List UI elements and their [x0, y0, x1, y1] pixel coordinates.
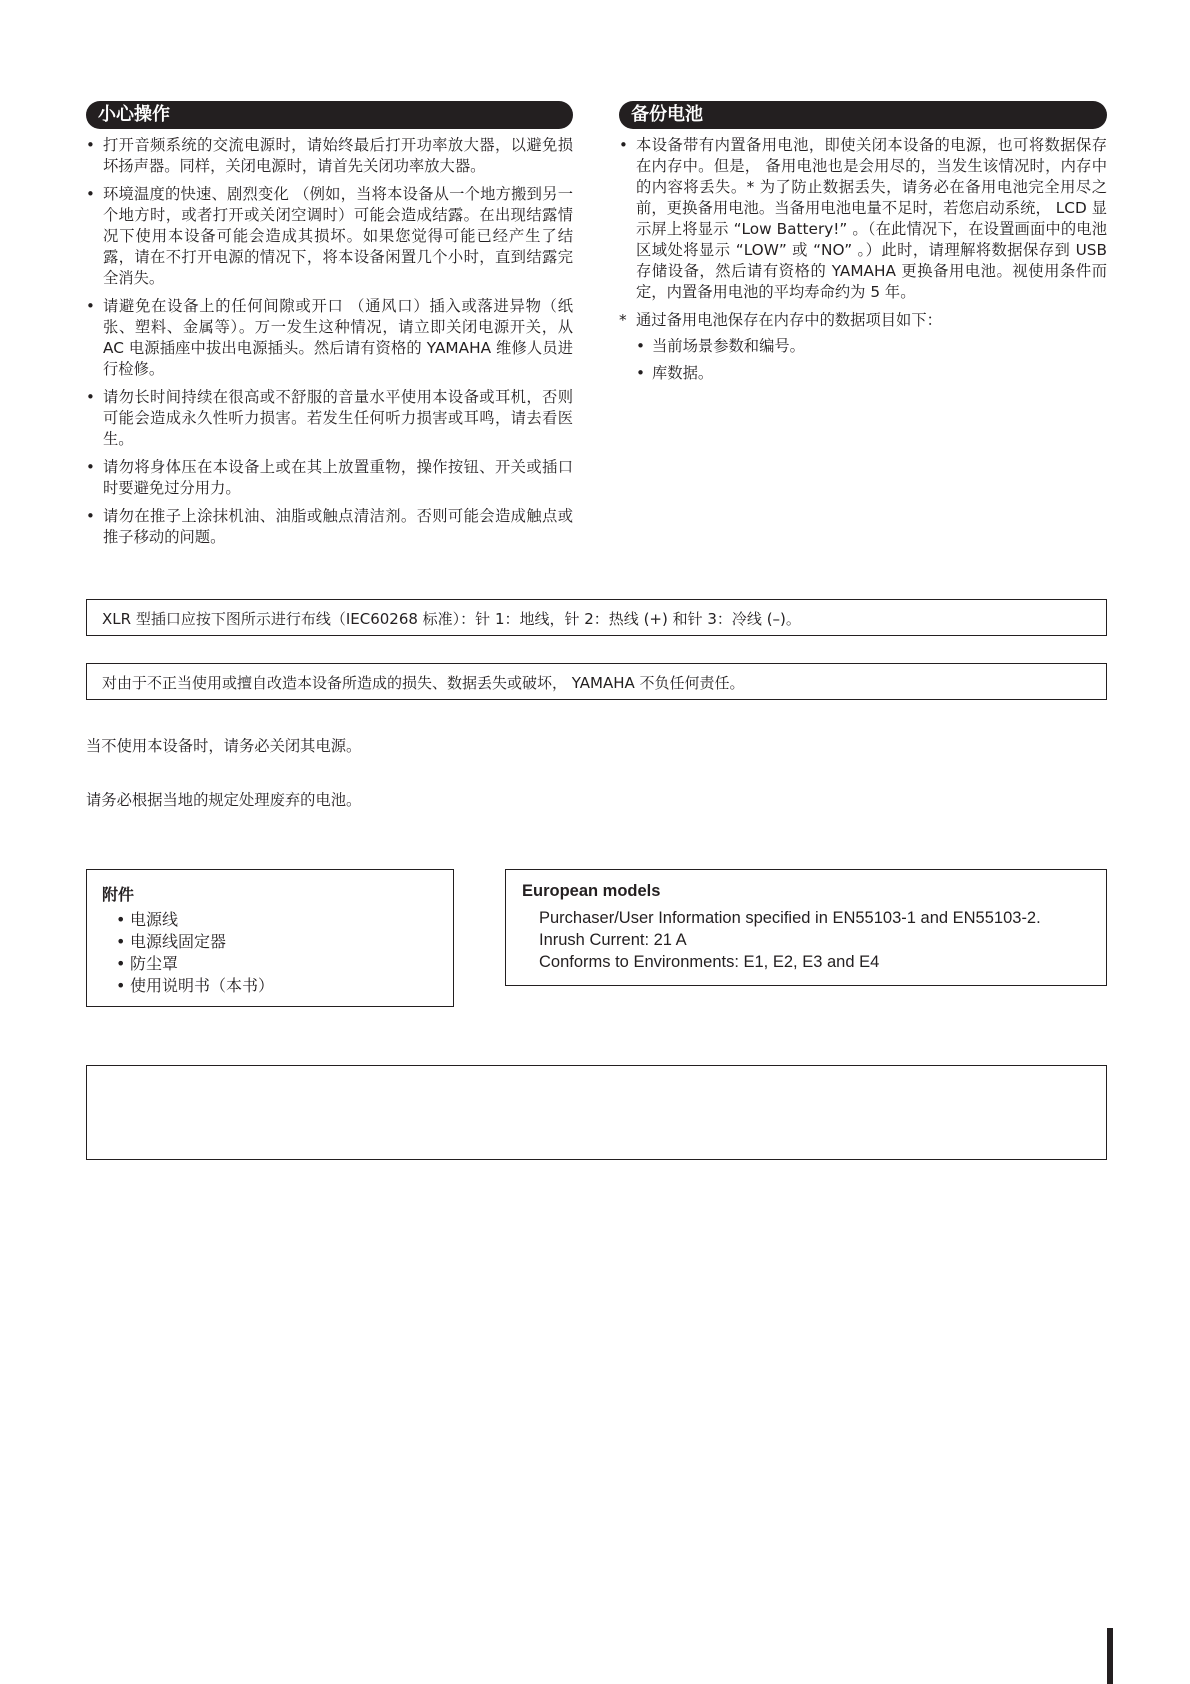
- note-text: 通过备用电池保存在内存中的数据项目如下：: [636, 311, 942, 329]
- battery-disposal-note: 请务必根据当地的规定处理废弃的电池。: [86, 791, 362, 809]
- list-item: • 打开音频系统的交流电源时，请始终最后打开功率放大器，以避免损坏扬声器。同样，关闭电源时，请首先关闭功率放大器。: [86, 135, 573, 177]
- european-models-box: [505, 869, 1107, 986]
- list-item: • 本设备带有内置备用电池，即使关闭本设备的电源，也可将数据保存在内存中。但是， 备用电池也是会用尽的，当发生该情况时，内存中的内容将丢失。* 为了防止数据丢失，请务必在备用电池完全用尽之前，更换备用电池。当备用电池电量不足时，若您启动系统， LCD 显示屏上将显示 “Low Battery!” 。（在此情况下，在设置画面中的电池区域处将显示 “LOW” 或 “NO” 。）此时，请理解将数据保存到 USB 存储设备，然后请有资格的 YAMAHA 更换备用电池。视使用条件而定，内置备用电池的平均寿命约为 5 年。: [619, 135, 1107, 303]
- page-edge-marker: [1107, 1628, 1113, 1684]
- power-off-note: 当不使用本设备时，请务必关闭其电源。: [86, 737, 362, 755]
- xlr-wiring-note: XLR 型插口应按下图所示进行布线（IEC60268 标准）：针 1：地线，针 2：热线 (+) 和针 3：冷线 (–)。: [86, 599, 1107, 636]
- accessories-box: [86, 869, 454, 1007]
- list-item: • 电源线: [116, 909, 453, 931]
- backup-battery-section: [619, 101, 1107, 390]
- accessories-list: [116, 909, 453, 997]
- european-models-title: European models: [522, 882, 661, 900]
- backup-battery-heading: 备份电池: [619, 101, 1107, 129]
- list-item: • 请勿长时间持续在很高或不舒服的音量水平使用本设备或耳机，否则可能会造成永久性听力损害。若发生任何听力损害或耳鸣，请去看医生。: [86, 387, 573, 450]
- list-item: • 请勿将身体压在本设备上或在其上放置重物，操作按钮、开关或插口时要避免过分用力。: [86, 457, 573, 499]
- list-item: • 电源线固定器: [116, 931, 453, 953]
- backup-battery-list: [619, 135, 1107, 303]
- list-item: • 请避免在设备上的任何间隙或开口 （通风口）插入或落进异物（纸张、塑料、金属等）。万一发生这种情况，请立即关闭电源开关，从 AC 电源插座中拔出电源插头。然后请有资格的 YAMAHA 维修人员进行检修。: [86, 296, 573, 380]
- asterisk-mark: *: [619, 311, 627, 329]
- list-item: • 环境温度的快速、剧烈变化 （例如，当将本设备从一个地方搬到另一个地方时，或者打开或关闭空调时）可能会造成结露。在出现结露情况下使用本设备可能会造成其损坏。如果您觉得可能已经产生了结露，请在不打开电源的情况下，将本设备闲置几个小时，直到结露完全消失。: [86, 184, 573, 289]
- careful-operation-list: [86, 135, 573, 548]
- list-item: • 使用说明书（本书）: [116, 975, 453, 997]
- list-item: • 库数据。: [636, 363, 1107, 384]
- list-item: • 防尘罩: [116, 953, 453, 975]
- backup-data-list: [636, 336, 1107, 384]
- european-info-line: Inrush Current: 21 A: [539, 931, 687, 949]
- careful-operation-heading: 小心操作: [86, 101, 573, 129]
- european-info-line: Purchaser/User Information specified in EN55103-1 and EN55103-2.: [539, 909, 1041, 927]
- liability-note: 对由于不正当使用或擅自改造本设备所造成的损失、数据丢失或破坏， YAMAHA 不负任何责任。: [86, 663, 1107, 700]
- list-item: • 当前场景参数和编号。: [636, 336, 1107, 357]
- list-item: • 请勿在推子上涂抹机油、油脂或触点清洁剂。否则可能会造成触点或推子移动的问题。: [86, 506, 573, 548]
- backup-data-note: [619, 310, 1107, 331]
- accessories-title: 附件: [102, 885, 135, 904]
- european-info-line: Conforms to Environments: E1, E2, E3 and E4: [539, 953, 880, 971]
- careful-operation-section: [86, 101, 573, 555]
- empty-frame: [86, 1065, 1107, 1160]
